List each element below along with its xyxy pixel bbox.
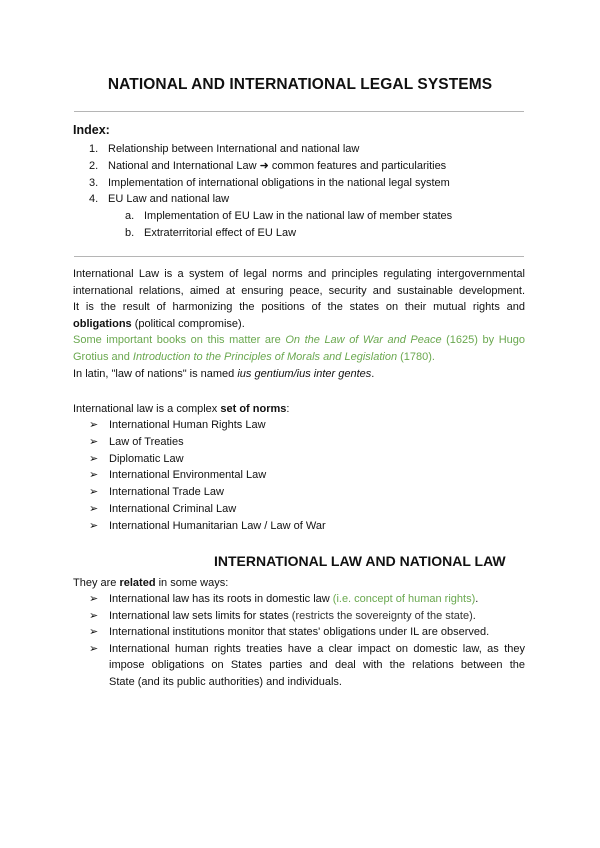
list-item-text: International Criminal Law xyxy=(109,502,237,515)
index-number: 2. xyxy=(89,159,99,172)
index-number: 4. xyxy=(89,193,99,206)
list-item xyxy=(89,451,326,468)
norms-text: International law is a complex xyxy=(73,403,221,415)
list-item xyxy=(89,467,326,484)
list-item-text: International Human Rights Law xyxy=(109,419,266,431)
latin-text: . xyxy=(371,367,375,380)
list-item xyxy=(89,518,326,535)
list-item-text xyxy=(109,641,525,691)
list-item xyxy=(89,591,525,608)
bullet-text: International law sets limits for states xyxy=(109,609,292,622)
books-line xyxy=(73,332,525,349)
related-intro xyxy=(73,575,525,592)
index-item xyxy=(89,191,452,208)
list-item-text: International Humanitarian Law / Law of War xyxy=(109,519,326,532)
index-subitem xyxy=(125,225,452,242)
intro-line xyxy=(73,316,525,333)
index-text: EU Law and national law xyxy=(108,193,230,206)
index-subtext: Implementation of EU Law in the national law of member states xyxy=(144,210,453,223)
arrow-bullet-icon: ➢ xyxy=(89,642,99,655)
section-heading: INTERNATIONAL LAW AND NATIONAL LAW xyxy=(214,553,506,569)
bullet-paren-text: (restricts the sovereignty of the state) xyxy=(291,609,473,622)
related-text: in some ways: xyxy=(155,577,229,589)
index-subnumber: a. xyxy=(125,210,135,223)
intro-line: International Law is a system of legal norms and principles regulating intergovernmental xyxy=(73,268,525,280)
index-sublist-wrapper xyxy=(89,208,452,242)
list-item xyxy=(89,434,326,451)
index-text: National and International Law ➜ common features and particularities xyxy=(108,159,447,172)
arrow-bullet-icon: ➢ xyxy=(89,593,99,605)
intro-paragraph xyxy=(73,266,525,382)
arrow-bullet-icon: ➢ xyxy=(89,419,99,431)
bullet-line: State (and its public authorities) and individuals. xyxy=(109,675,342,688)
index-number: 1. xyxy=(89,143,99,155)
intro-text: (political compromise). xyxy=(131,317,245,330)
list-item-text: Law of Treaties xyxy=(109,435,184,448)
list-item-text xyxy=(109,608,525,625)
list-item xyxy=(89,484,326,501)
bullet-green-text: (i.e. concept of human rights) xyxy=(332,593,476,605)
divider-top xyxy=(74,111,524,112)
books-text: Some important books on this matter are xyxy=(73,334,286,347)
list-item-text: International Environmental Law xyxy=(109,469,267,482)
intro-line: international relations, aimed at ensuring peace, security and sustainable development. xyxy=(73,284,525,297)
arrow-bullet-icon: ➢ xyxy=(89,519,99,532)
list-item-text: International Trade Law xyxy=(109,486,224,499)
arrow-bullet-icon: ➢ xyxy=(89,609,99,622)
books-line xyxy=(73,349,525,366)
arrow-bullet-icon: ➢ xyxy=(89,502,99,515)
list-item-text xyxy=(109,591,525,608)
bullet-line: impose obligations on States parties and deal with the relations between the xyxy=(109,659,525,672)
norms-list xyxy=(89,417,326,535)
books-text: Grotius and xyxy=(73,350,133,363)
arrow-bullet-icon: ➢ xyxy=(89,435,99,448)
index-item xyxy=(89,141,452,158)
index-subitem xyxy=(125,208,452,225)
arrow-bullet-icon: ➢ xyxy=(89,452,99,465)
books-text: (1780). xyxy=(397,350,435,363)
document-title: NATIONAL AND INTERNATIONAL LEGAL SYSTEMS xyxy=(107,76,493,93)
latin-text: In latin, "law of nations" is named xyxy=(73,367,238,380)
bullet-line: International human rights treaties have a clear impact on domestic law, as they xyxy=(109,642,525,655)
books-text: (1625) by Hugo xyxy=(441,334,525,347)
list-item-text: Diplomatic Law xyxy=(109,452,184,465)
bullet-text: International law has its roots in domestic law xyxy=(109,593,333,605)
index-list xyxy=(89,141,452,242)
bold-term: related xyxy=(119,577,156,589)
bullet-text: . xyxy=(472,609,476,622)
index-sublist xyxy=(89,208,452,242)
index-heading: Index: xyxy=(73,123,110,137)
intro-line: It is the result of harmonizing the positions of the states on their mutual rights and xyxy=(73,301,525,314)
arrow-bullet-icon: ➢ xyxy=(89,486,99,499)
latin-term: ius gentium/ius inter gentes xyxy=(237,367,372,380)
index-item xyxy=(89,175,452,192)
related-text: They are xyxy=(73,577,120,589)
book-title: Introduction to the Principles of Morals and Legislation xyxy=(132,350,398,363)
list-item-text: International institutions monitor that states' obligations under IL are observed. xyxy=(109,626,490,639)
norms-text: : xyxy=(286,403,290,415)
index-subnumber: b. xyxy=(125,226,135,239)
book-title: On the Law of War and Peace xyxy=(285,334,442,347)
bold-term: set of norms xyxy=(220,403,287,415)
list-item xyxy=(89,641,525,691)
list-item xyxy=(89,417,326,434)
index-subtext: Extraterritorial effect of EU Law xyxy=(144,226,297,239)
arrow-bullet-icon: ➢ xyxy=(89,626,99,639)
related-list xyxy=(89,591,525,691)
latin-line xyxy=(73,366,525,383)
index-text: Implementation of international obligations in the national legal system xyxy=(108,176,450,189)
norms-intro xyxy=(73,401,525,418)
arrow-bullet-icon: ➢ xyxy=(89,469,99,482)
index-number: 3. xyxy=(89,176,99,189)
index-item xyxy=(89,158,452,175)
list-item xyxy=(89,501,326,518)
bullet-text: . xyxy=(475,593,479,605)
list-item xyxy=(89,608,525,625)
index-text: Relationship between International and national law xyxy=(108,143,360,155)
bold-term: obligations xyxy=(73,317,132,330)
list-item xyxy=(89,624,525,641)
divider-index xyxy=(74,256,524,257)
